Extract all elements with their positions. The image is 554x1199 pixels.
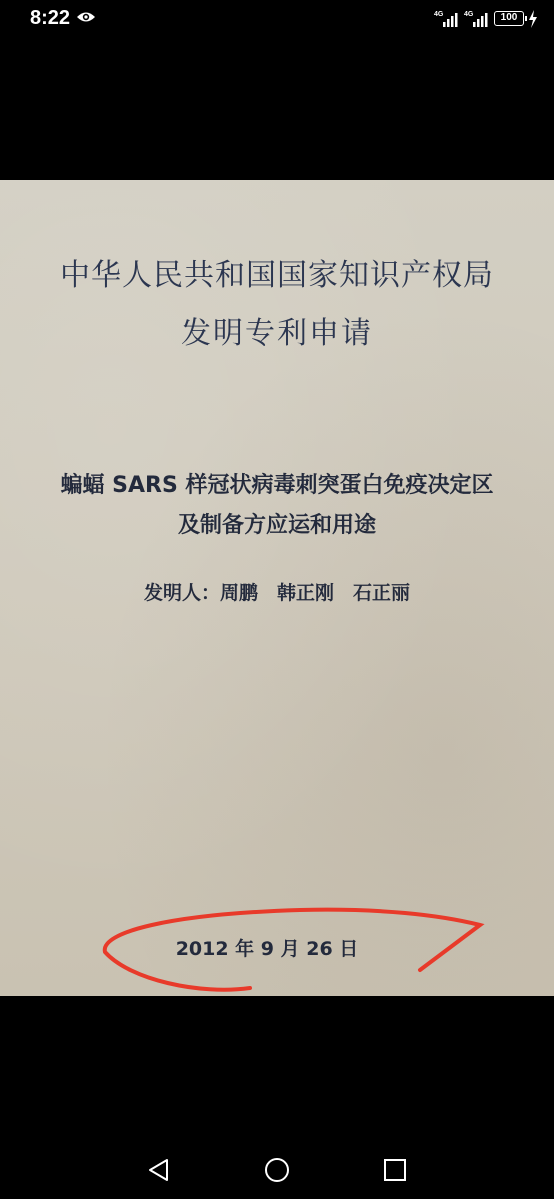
- charging-bolt-icon: [528, 10, 538, 28]
- status-time: 8:22: [30, 7, 71, 29]
- office-title: 中华人民共和国国家知识产权局: [60, 258, 494, 293]
- filing-date: 2012 年 9 月 26 日: [175, 938, 359, 960]
- inventors: 发明人：周鹏 韩正刚 石正丽: [143, 582, 410, 604]
- navigation-bar: [0, 1138, 554, 1199]
- invention-title-line2: 及制备方应运和用途: [177, 513, 376, 538]
- back-icon[interactable]: [147, 1158, 169, 1182]
- recents-icon[interactable]: [383, 1158, 407, 1182]
- eye-icon: [76, 10, 96, 24]
- document-photo: [0, 180, 554, 996]
- home-icon[interactable]: [264, 1157, 290, 1183]
- battery-icon: [494, 11, 524, 26]
- network-type-1: 4G: [434, 11, 444, 18]
- invention-title-line1: 蝙蝠 SARS 样冠状病毒刺突蛋白免疫决定区: [60, 473, 494, 498]
- battery-level: 100: [500, 12, 518, 23]
- application-type: 发明专利申请: [181, 316, 373, 351]
- signal-icon: [442, 13, 460, 27]
- signal-icon: [472, 13, 490, 27]
- network-type-2: 4G: [464, 11, 474, 18]
- status-bar: [0, 0, 554, 40]
- red-circle-annotation: [0, 180, 554, 996]
